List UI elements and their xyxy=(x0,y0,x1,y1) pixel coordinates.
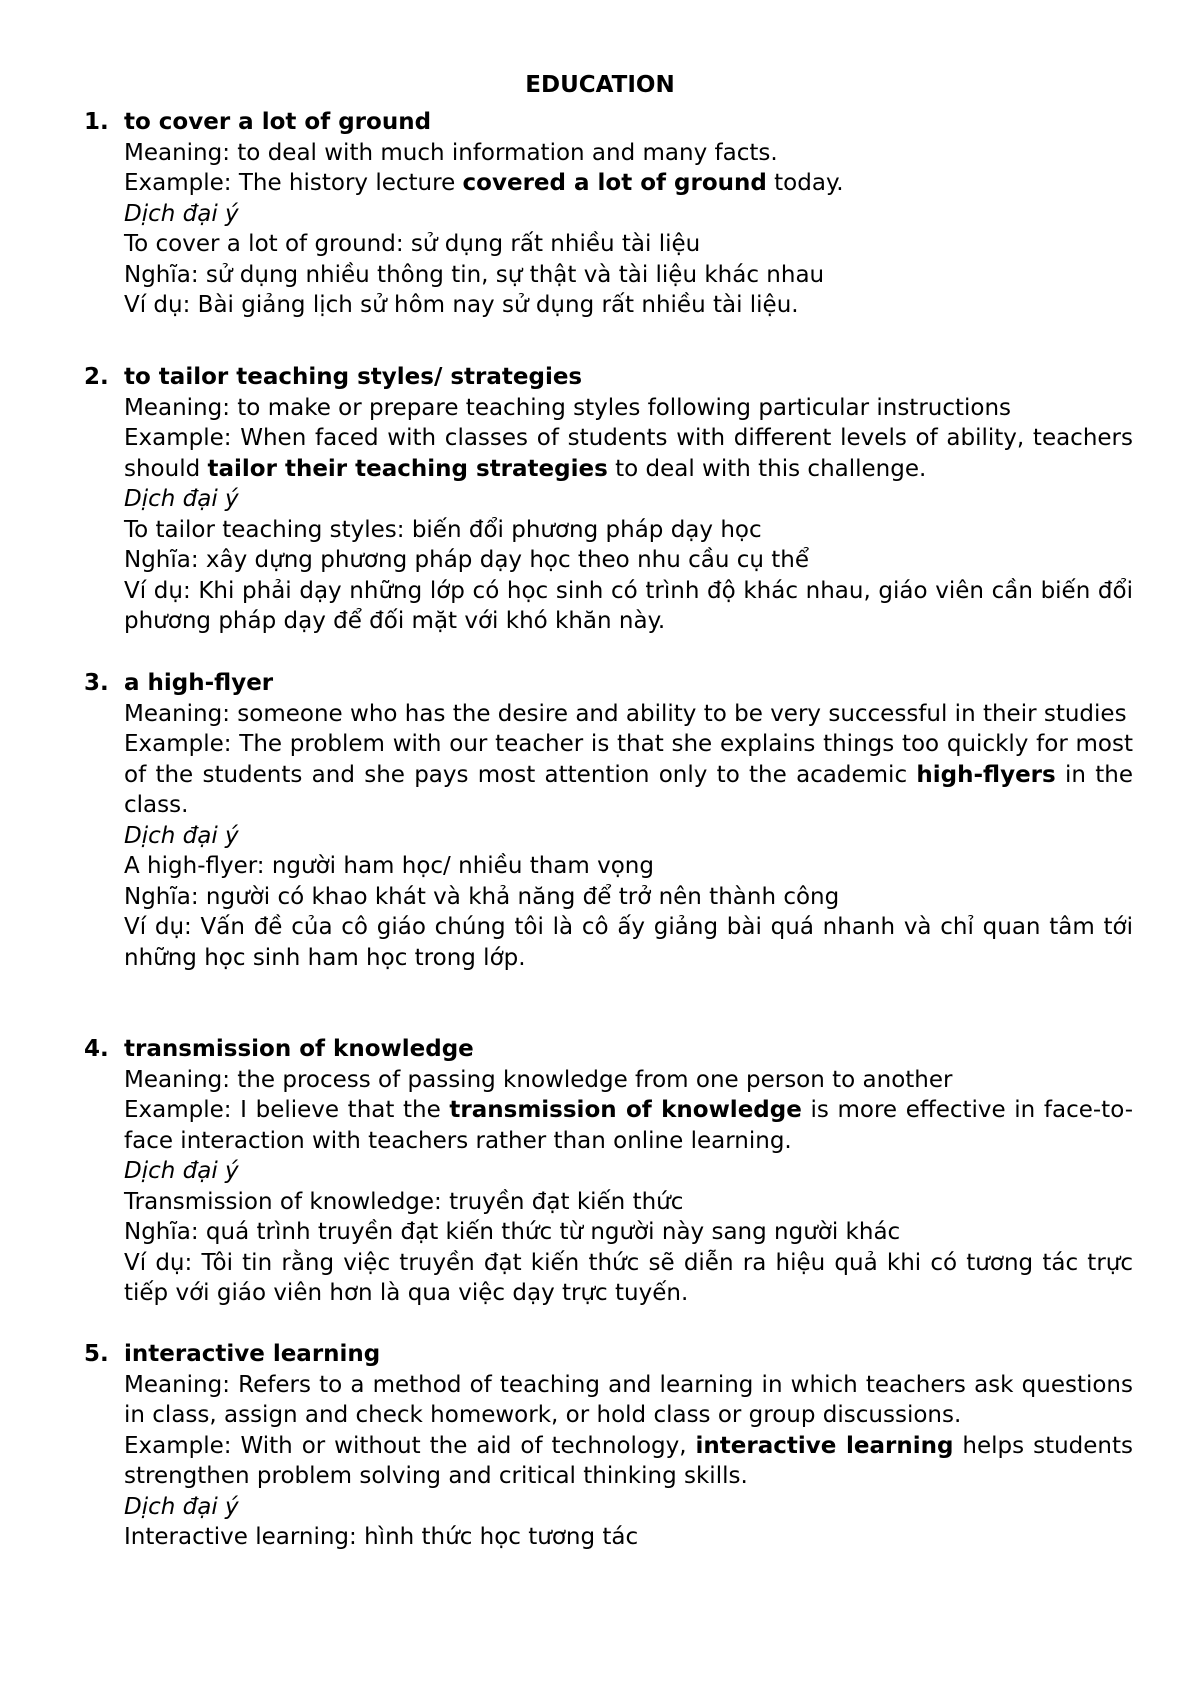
vi-meaning-text: Nghĩa: sử dụng nhiều thông tin, sự thật và tài liệu khác nhau xyxy=(124,261,825,288)
example-text-part: Example: I believe that the xyxy=(124,1097,450,1123)
example-text-part: Example: When faced with classes of students with different levels of ability, teachers should xyxy=(124,425,1133,482)
entry-heading xyxy=(84,107,1133,138)
entry-body xyxy=(124,699,1133,974)
meaning-text: Meaning: Refers to a method of teaching and learning in which teachers ask questions in class, assign and check homework, or hold class or group discussions. xyxy=(124,1371,1133,1428)
example-highlight: transmission of knowledge xyxy=(449,1097,802,1123)
vi-example-text: Ví dụ: Bài giảng lịch sử hôm nay sử dụng rất nhiều tài liệu. xyxy=(124,292,799,318)
example-text-part: Example: The history lecture xyxy=(124,170,463,196)
entry-term: a high-flyer xyxy=(124,670,274,696)
vi-term-text: Interactive learning: hình thức học tương tác xyxy=(124,1524,639,1550)
example-text-part: is more effective in face-to-face interaction with teachers rather than online learning. xyxy=(124,1097,1134,1154)
vi-example-text: Ví dụ: Khi phải dạy những lớp có học sinh có trình độ khác nhau, giáo viên cần biến đổi phương pháp dạy để đối mặt với khó khăn này. xyxy=(124,577,1133,634)
entry-number: 5. xyxy=(84,1341,109,1367)
vi-meaning-text: Nghĩa: người có khao khát và khả năng để trở nên thành công xyxy=(124,883,840,910)
entry-3 xyxy=(84,668,1133,973)
vi-term-text: Transmission of knowledge: truyền đạt kiến thức xyxy=(124,1188,684,1215)
meaning-text: Meaning: someone who has the desire and ability to be very successful in their studies xyxy=(124,700,1127,727)
entry-number: 3. xyxy=(84,670,109,696)
example-text xyxy=(124,1095,1133,1156)
entry-number: 4. xyxy=(84,1036,109,1062)
translation-label: Dịch đại ý xyxy=(124,1158,239,1184)
example-highlight: high-flyers xyxy=(916,761,1056,788)
entry-4 xyxy=(84,1034,1133,1309)
entry-heading xyxy=(84,1034,1133,1065)
entry-body xyxy=(124,138,1133,321)
example-text xyxy=(124,423,1133,484)
example-text-part: Example: With or without the aid of technology, xyxy=(124,1432,696,1459)
document-title: EDUCATION xyxy=(525,72,675,98)
meaning-text: Meaning: the process of passing knowledge from one person to another xyxy=(124,1066,953,1093)
entry-term: to cover a lot of ground xyxy=(124,109,432,135)
vi-meaning-text: Nghĩa: quá trình truyền đạt kiến thức từ người này sang người khác xyxy=(124,1219,901,1245)
entry-body xyxy=(124,393,1133,637)
translation-label: Dịch đại ý xyxy=(124,486,239,512)
translation-label: Dịch đại ý xyxy=(124,200,239,227)
entry-body xyxy=(124,1065,1133,1309)
translation-label: Dịch đại ý xyxy=(124,822,239,849)
entry-term: interactive learning xyxy=(124,1341,381,1367)
entry-body xyxy=(124,1370,1133,1553)
entry-term: transmission of knowledge xyxy=(124,1036,474,1062)
entry-heading xyxy=(84,1339,1133,1370)
example-text xyxy=(124,729,1133,821)
example-highlight: covered a lot of ground xyxy=(462,170,767,196)
example-text xyxy=(124,1431,1133,1492)
entry-2 xyxy=(84,362,1133,637)
example-highlight: interactive learning xyxy=(695,1432,954,1459)
entry-number: 2. xyxy=(84,364,109,390)
entry-heading xyxy=(84,668,1133,699)
meaning-text: Meaning: to deal with much information and many facts. xyxy=(124,139,778,166)
example-text-part: to deal with this challenge. xyxy=(607,455,927,482)
example-text-part: Example: The problem with our teacher is that she explains things too quickly for most of the students and she pays most attention only to the academic xyxy=(124,731,1133,788)
example-text-part: today. xyxy=(766,170,844,196)
vi-term-text: To cover a lot of ground: sử dụng rất nhiều tài liệu xyxy=(124,231,701,257)
meaning-text: Meaning: to make or prepare teaching styles following particular instructions xyxy=(124,394,1012,421)
example-highlight: tailor their teaching strategies xyxy=(207,455,608,482)
entry-term: to tailor teaching styles/ strategies xyxy=(124,364,583,390)
vi-example-text: Ví dụ: Vấn đề của cô giáo chúng tôi là cô ấy giảng bài quá nhanh và chỉ quan tâm tới những học sinh ham học trong lớp. xyxy=(124,914,1133,971)
entry-number: 1. xyxy=(84,109,109,135)
vi-example-text: Ví dụ: Tôi tin rằng việc truyền đạt kiến thức sẽ diễn ra hiệu quả khi có tương tác trực tiếp với giáo viên hơn là qua việc dạy trực tuyến. xyxy=(124,1249,1133,1306)
vi-term-text: To tailor teaching styles: biến đổi phương pháp dạy học xyxy=(124,516,762,543)
vi-term-text: A high-flyer: người ham học/ nhiều tham vọng xyxy=(124,853,654,879)
entry-heading xyxy=(84,362,1133,393)
example-text-part: helps students strengthen problem solving and critical thinking skills. xyxy=(124,1432,1133,1489)
translation-label: Dịch đại ý xyxy=(124,1493,239,1520)
vi-meaning-text: Nghĩa: xây dựng phương pháp dạy học theo nhu cầu cụ thể xyxy=(124,547,810,573)
example-text-part: in the class. xyxy=(124,761,1133,818)
example-text xyxy=(124,168,1133,199)
entry-5 xyxy=(84,1339,1133,1553)
entry-1 xyxy=(84,107,1133,321)
